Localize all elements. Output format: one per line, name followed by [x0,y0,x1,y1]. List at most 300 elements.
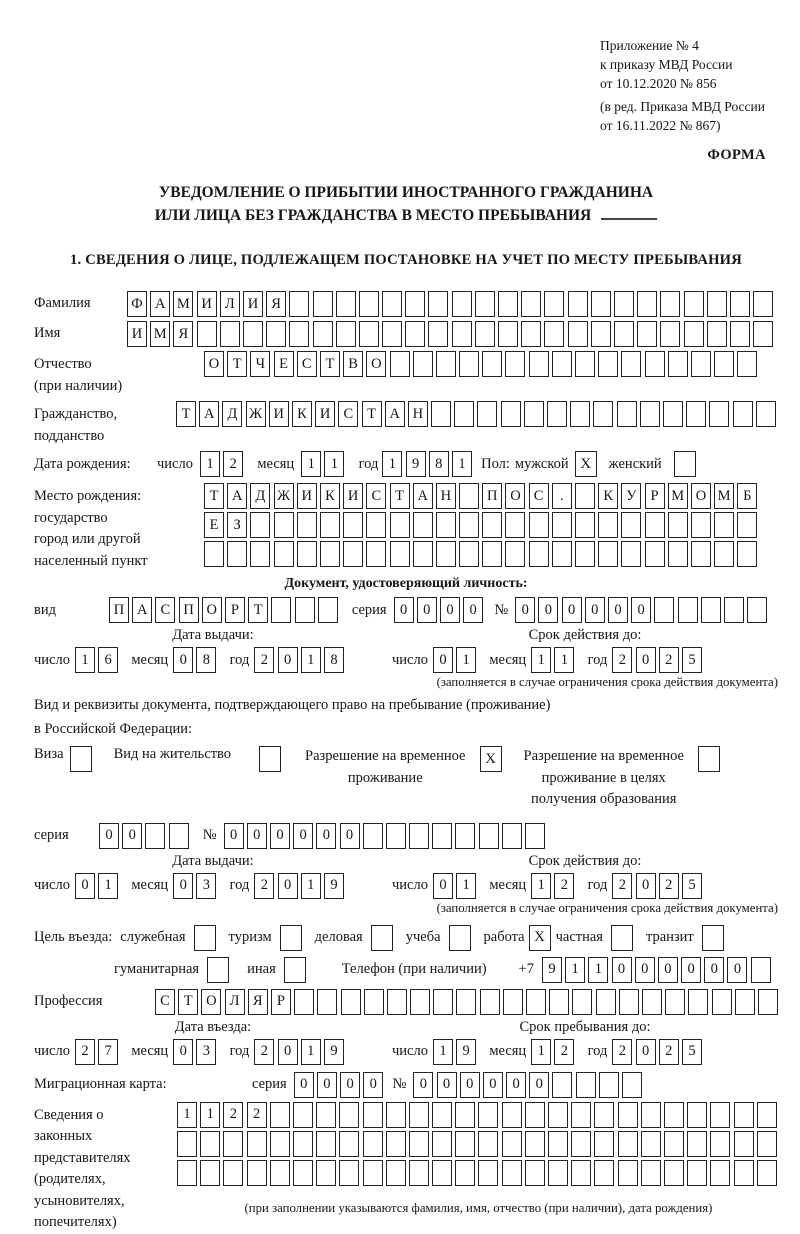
char-box[interactable]: Ж [274,483,294,509]
char-box[interactable] [413,512,433,538]
char-box[interactable] [598,541,618,567]
char-box[interactable] [478,1160,498,1186]
residence-permit-checkbox[interactable] [259,746,281,772]
char-box[interactable] [664,1131,684,1157]
char-box[interactable] [386,1102,406,1128]
char-box[interactable] [598,512,618,538]
char-box[interactable] [436,351,456,377]
char-box[interactable] [274,541,294,567]
temp-residence-checkbox[interactable]: X [480,746,502,772]
char-box[interactable] [502,823,522,849]
char-box[interactable]: 0 [433,647,453,673]
char-box[interactable] [525,823,545,849]
purpose-private-checkbox[interactable] [611,925,633,951]
char-box[interactable] [598,351,618,377]
char-box[interactable] [428,291,448,317]
char-box[interactable] [664,1160,684,1186]
char-box[interactable] [313,291,333,317]
char-box[interactable]: У [621,483,641,509]
char-box[interactable] [619,989,639,1015]
char-box[interactable] [570,401,590,427]
char-box[interactable]: К [598,483,618,509]
char-box[interactable] [575,541,595,567]
char-box[interactable] [295,597,315,623]
char-box[interactable]: 1 [75,647,95,673]
char-box[interactable] [645,351,665,377]
purpose-tourism-checkbox[interactable] [280,925,302,951]
char-box[interactable] [432,1102,452,1128]
char-box[interactable]: И [197,291,217,317]
char-box[interactable] [687,1160,707,1186]
char-box[interactable] [459,541,479,567]
char-box[interactable]: 0 [173,873,193,899]
char-box[interactable]: 0 [173,1039,193,1065]
char-box[interactable] [645,512,665,538]
char-box[interactable] [756,401,776,427]
char-box[interactable]: 9 [542,957,562,983]
char-box[interactable]: 0 [278,647,298,673]
char-box[interactable]: 0 [99,823,119,849]
char-box[interactable] [386,823,406,849]
char-box[interactable] [758,989,778,1015]
char-box[interactable] [668,512,688,538]
char-box[interactable]: 0 [294,1072,314,1098]
char-box[interactable]: 0 [340,823,360,849]
purpose-work-checkbox[interactable]: X [529,925,551,951]
char-box[interactable] [409,823,429,849]
char-box[interactable] [571,1131,591,1157]
char-box[interactable]: 0 [631,597,651,623]
char-box[interactable] [526,989,546,1015]
char-box[interactable] [544,291,564,317]
char-box[interactable]: 1 [301,647,321,673]
char-box[interactable]: О [202,597,222,623]
char-box[interactable]: Я [173,321,193,347]
char-box[interactable] [660,291,680,317]
char-box[interactable] [479,823,499,849]
char-box[interactable]: 9 [324,873,344,899]
char-box[interactable]: Т [204,483,224,509]
char-box[interactable] [452,321,472,347]
char-box[interactable] [521,321,541,347]
char-box[interactable] [405,291,425,317]
char-box[interactable]: 0 [460,1072,480,1098]
char-box[interactable]: 0 [636,873,656,899]
char-box[interactable] [390,541,410,567]
char-box[interactable] [575,483,595,509]
char-box[interactable]: Т [362,401,382,427]
char-box[interactable] [432,1131,452,1157]
char-box[interactable] [297,541,317,567]
char-box[interactable]: 0 [585,597,605,623]
purpose-transit-checkbox[interactable] [702,925,724,951]
char-box[interactable] [336,321,356,347]
char-box[interactable] [663,401,683,427]
purpose-study-checkbox[interactable] [449,925,471,951]
char-box[interactable]: 0 [340,1072,360,1098]
char-box[interactable]: О [204,351,224,377]
char-box[interactable] [428,321,448,347]
char-box[interactable]: 0 [635,957,655,983]
char-box[interactable] [266,321,286,347]
char-box[interactable] [684,321,704,347]
char-box[interactable] [363,1131,383,1157]
char-box[interactable]: Д [222,401,242,427]
char-box[interactable]: З [227,512,247,538]
char-box[interactable] [641,1160,661,1186]
char-box[interactable]: В [343,351,363,377]
char-box[interactable]: 2 [223,451,243,477]
char-box[interactable]: С [338,401,358,427]
char-box[interactable] [293,1131,313,1157]
char-box[interactable]: 1 [301,1039,321,1065]
char-box[interactable] [270,1131,290,1157]
char-box[interactable] [548,1160,568,1186]
char-box[interactable]: 1 [433,1039,453,1065]
char-box[interactable] [617,401,637,427]
char-box[interactable] [502,1160,522,1186]
char-box[interactable] [339,1102,359,1128]
char-box[interactable]: 0 [122,823,142,849]
char-box[interactable]: 0 [394,597,414,623]
char-box[interactable]: 0 [413,1072,433,1098]
char-box[interactable]: О [201,989,221,1015]
char-box[interactable] [665,989,685,1015]
char-box[interactable] [691,351,711,377]
char-box[interactable] [502,1131,522,1157]
char-box[interactable]: Л [225,989,245,1015]
char-box[interactable] [684,291,704,317]
char-box[interactable] [710,1160,730,1186]
char-box[interactable]: Н [436,483,456,509]
char-box[interactable]: А [385,401,405,427]
char-box[interactable] [568,321,588,347]
char-box[interactable] [710,1131,730,1157]
char-box[interactable]: А [150,291,170,317]
char-box[interactable] [575,351,595,377]
char-box[interactable] [757,1102,777,1128]
char-box[interactable] [482,351,502,377]
char-box[interactable]: 1 [588,957,608,983]
char-box[interactable] [525,1160,545,1186]
char-box[interactable] [247,1131,267,1157]
char-box[interactable] [505,351,525,377]
char-box[interactable]: 8 [196,647,216,673]
char-box[interactable]: 1 [177,1102,197,1128]
char-box[interactable]: 0 [278,873,298,899]
char-box[interactable]: О [366,351,386,377]
char-box[interactable]: И [127,321,147,347]
char-box[interactable]: 2 [554,1039,574,1065]
char-box[interactable]: М [714,483,734,509]
char-box[interactable] [614,321,634,347]
purpose-business-checkbox[interactable] [371,925,393,951]
char-box[interactable]: П [482,483,502,509]
char-box[interactable] [475,291,495,317]
char-box[interactable] [596,989,616,1015]
char-box[interactable] [737,512,757,538]
char-box[interactable] [552,541,572,567]
char-box[interactable] [366,512,386,538]
char-box[interactable]: 6 [98,647,118,673]
char-box[interactable] [452,291,472,317]
char-box[interactable] [297,512,317,538]
char-box[interactable]: 0 [538,597,558,623]
char-box[interactable]: 1 [382,451,402,477]
char-box[interactable] [318,597,338,623]
char-box[interactable] [243,321,263,347]
char-box[interactable] [714,351,734,377]
char-box[interactable] [410,989,430,1015]
char-box[interactable] [618,1160,638,1186]
char-box[interactable] [200,1131,220,1157]
char-box[interactable]: 5 [682,873,702,899]
char-box[interactable] [688,989,708,1015]
char-box[interactable]: 1 [452,451,472,477]
char-box[interactable] [747,597,767,623]
char-box[interactable] [204,541,224,567]
char-box[interactable] [621,351,641,377]
char-box[interactable] [529,541,549,567]
char-box[interactable] [637,291,657,317]
char-box[interactable] [475,321,495,347]
char-box[interactable] [270,1160,290,1186]
char-box[interactable]: 3 [196,1039,216,1065]
char-box[interactable]: И [343,483,363,509]
char-box[interactable]: О [691,483,711,509]
char-box[interactable] [572,989,592,1015]
char-box[interactable]: А [199,401,219,427]
char-box[interactable] [145,823,165,849]
char-box[interactable]: 0 [317,1072,337,1098]
char-box[interactable]: 0 [658,957,678,983]
char-box[interactable] [552,351,572,377]
char-box[interactable]: М [668,483,688,509]
char-box[interactable]: 2 [659,1039,679,1065]
char-box[interactable] [293,1160,313,1186]
char-box[interactable] [686,401,706,427]
char-box[interactable]: 0 [270,823,290,849]
char-box[interactable]: 2 [554,873,574,899]
char-box[interactable] [691,512,711,538]
char-box[interactable]: 2 [254,647,274,673]
temp-residence-edu-checkbox[interactable] [698,746,720,772]
char-box[interactable]: 1 [531,647,551,673]
char-box[interactable]: С [297,351,317,377]
char-box[interactable]: 2 [612,1039,632,1065]
char-box[interactable] [169,823,189,849]
char-box[interactable]: 0 [515,597,535,623]
char-box[interactable] [614,291,634,317]
char-box[interactable]: 0 [506,1072,526,1098]
char-box[interactable]: 2 [612,873,632,899]
char-box[interactable] [363,1160,383,1186]
char-box[interactable]: 0 [437,1072,457,1098]
char-box[interactable]: 9 [324,1039,344,1065]
char-box[interactable]: 2 [247,1102,267,1128]
char-box[interactable] [552,512,572,538]
char-box[interactable] [521,291,541,317]
char-box[interactable] [409,1131,429,1157]
char-box[interactable] [753,291,773,317]
char-box[interactable]: 0 [636,647,656,673]
char-box[interactable]: 0 [463,597,483,623]
char-box[interactable] [593,401,613,427]
char-box[interactable]: 1 [554,647,574,673]
char-box[interactable] [709,401,729,427]
char-box[interactable]: 1 [324,451,344,477]
char-box[interactable] [390,351,410,377]
char-box[interactable] [409,1102,429,1128]
char-box[interactable] [618,1102,638,1128]
char-box[interactable] [735,989,755,1015]
char-box[interactable]: . [552,483,572,509]
char-box[interactable] [641,1131,661,1157]
char-box[interactable] [433,989,453,1015]
char-box[interactable] [724,597,744,623]
char-box[interactable]: 0 [483,1072,503,1098]
char-box[interactable]: Р [645,483,665,509]
char-box[interactable] [459,512,479,538]
char-box[interactable] [757,1131,777,1157]
char-box[interactable] [432,1160,452,1186]
char-box[interactable] [386,1131,406,1157]
char-box[interactable] [177,1160,197,1186]
char-box[interactable] [737,541,757,567]
char-box[interactable] [316,1102,336,1128]
sex-female-checkbox[interactable] [674,451,696,477]
char-box[interactable] [687,1102,707,1128]
char-box[interactable] [200,1160,220,1186]
char-box[interactable] [575,512,595,538]
char-box[interactable] [498,321,518,347]
char-box[interactable] [734,1160,754,1186]
char-box[interactable]: А [132,597,152,623]
char-box[interactable] [503,989,523,1015]
char-box[interactable]: 5 [682,647,702,673]
char-box[interactable] [313,321,333,347]
char-box[interactable]: С [155,597,175,623]
char-box[interactable] [177,1131,197,1157]
sex-male-checkbox[interactable]: X [575,451,597,477]
char-box[interactable]: К [292,401,312,427]
char-box[interactable] [455,1102,475,1128]
char-box[interactable] [505,541,525,567]
char-box[interactable] [455,823,475,849]
char-box[interactable] [477,401,497,427]
char-box[interactable]: Ф [127,291,147,317]
char-box[interactable] [359,321,379,347]
char-box[interactable] [712,989,732,1015]
char-box[interactable] [294,989,314,1015]
char-box[interactable]: Т [248,597,268,623]
char-box[interactable] [431,401,451,427]
char-box[interactable] [737,351,757,377]
char-box[interactable] [339,1131,359,1157]
char-box[interactable] [478,1102,498,1128]
char-box[interactable] [654,597,674,623]
char-box[interactable]: 2 [612,647,632,673]
char-box[interactable]: 1 [456,873,476,899]
visa-checkbox[interactable] [70,746,92,772]
char-box[interactable] [701,597,721,623]
char-box[interactable] [529,512,549,538]
char-box[interactable] [387,989,407,1015]
char-box[interactable]: А [227,483,247,509]
char-box[interactable]: Р [225,597,245,623]
char-box[interactable] [637,321,657,347]
char-box[interactable] [548,1102,568,1128]
char-box[interactable] [363,823,383,849]
char-box[interactable] [247,1160,267,1186]
char-box[interactable]: 0 [433,873,453,899]
char-box[interactable]: 0 [636,1039,656,1065]
char-box[interactable] [734,1102,754,1128]
char-box[interactable]: 0 [293,823,313,849]
char-box[interactable]: Д [250,483,270,509]
char-box[interactable]: С [155,989,175,1015]
char-box[interactable]: 8 [429,451,449,477]
char-box[interactable] [691,541,711,567]
char-box[interactable] [751,957,771,983]
char-box[interactable]: 0 [608,597,628,623]
char-box[interactable]: 0 [278,1039,298,1065]
char-box[interactable] [734,1131,754,1157]
char-box[interactable] [405,321,425,347]
char-box[interactable] [250,512,270,538]
char-box[interactable] [455,1131,475,1157]
char-box[interactable] [454,401,474,427]
char-box[interactable]: Р [271,989,291,1015]
char-box[interactable]: Я [266,291,286,317]
char-box[interactable]: С [366,483,386,509]
char-box[interactable] [642,989,662,1015]
char-box[interactable] [455,1160,475,1186]
char-box[interactable]: 2 [223,1102,243,1128]
char-box[interactable]: Т [178,989,198,1015]
char-box[interactable]: 0 [173,647,193,673]
char-box[interactable] [591,321,611,347]
char-box[interactable]: 0 [440,597,460,623]
char-box[interactable]: 0 [681,957,701,983]
char-box[interactable] [552,1072,572,1098]
char-box[interactable] [197,321,217,347]
char-box[interactable] [390,512,410,538]
char-box[interactable] [640,401,660,427]
char-box[interactable] [668,351,688,377]
char-box[interactable] [359,291,379,317]
char-box[interactable] [436,541,456,567]
char-box[interactable]: 0 [529,1072,549,1098]
char-box[interactable]: 0 [417,597,437,623]
char-box[interactable] [505,512,525,538]
char-box[interactable] [660,321,680,347]
char-box[interactable] [413,541,433,567]
char-box[interactable]: Е [274,351,294,377]
char-box[interactable] [432,823,452,849]
char-box[interactable]: 0 [562,597,582,623]
char-box[interactable]: 2 [659,647,679,673]
char-box[interactable] [753,321,773,347]
char-box[interactable]: 0 [247,823,267,849]
char-box[interactable] [316,1160,336,1186]
char-box[interactable] [320,512,340,538]
char-box[interactable] [382,291,402,317]
char-box[interactable] [645,541,665,567]
char-box[interactable]: И [243,291,263,317]
purpose-humanitarian-checkbox[interactable] [207,957,229,983]
char-box[interactable]: Ч [250,351,270,377]
